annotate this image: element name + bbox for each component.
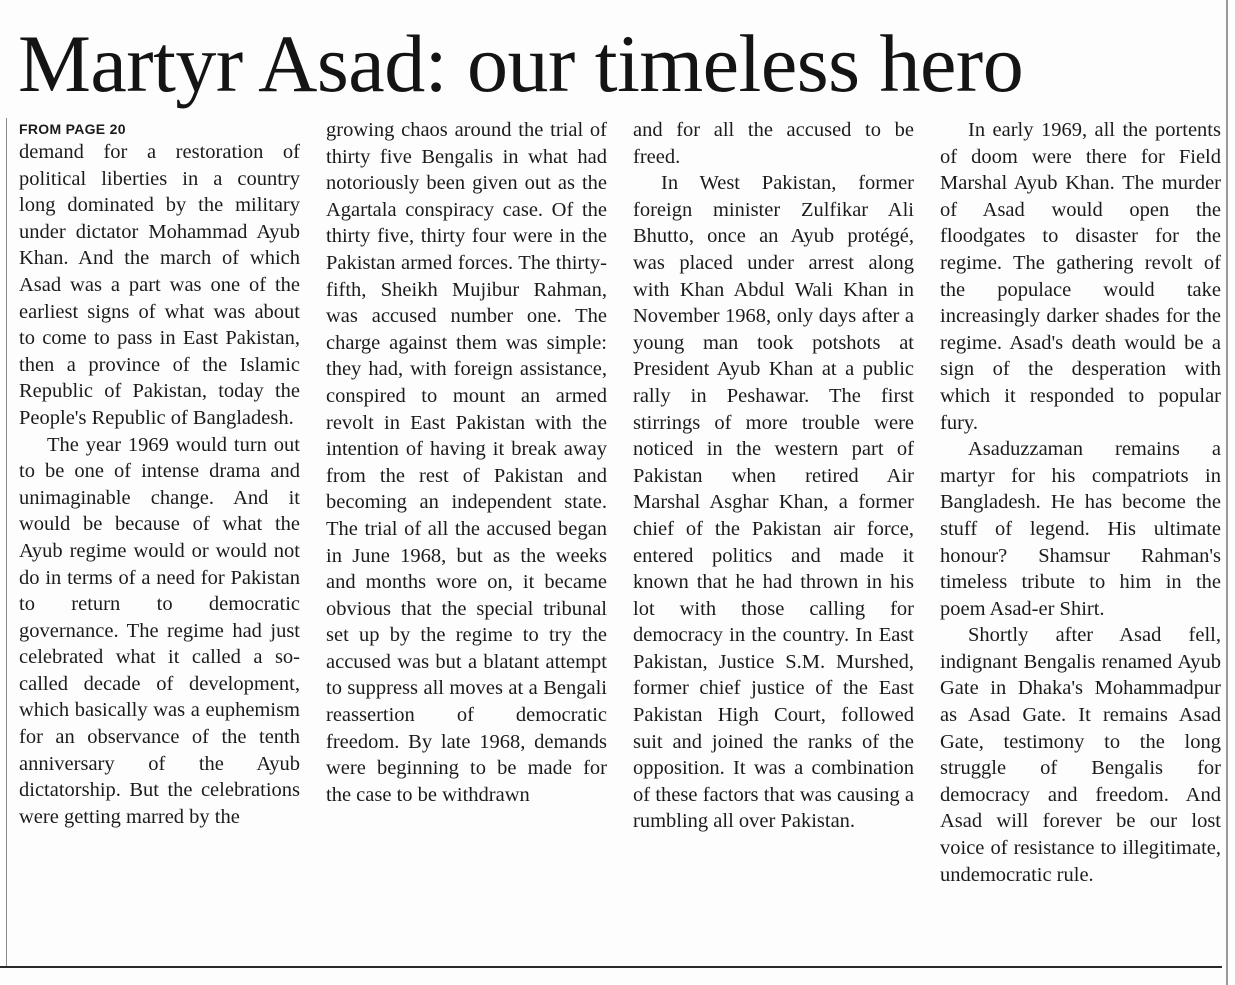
headline: Martyr Asad: our timeless hero [18, 18, 1024, 109]
article-column-1 [19, 117, 300, 967]
right-border-rule [1226, 0, 1228, 985]
article-column-2 [326, 117, 607, 967]
paragraph: and for all the accused to be freed. [633, 119, 914, 168]
article-column-4 [940, 117, 1221, 967]
paragraph: growing chaos around the trial of thirty five Bengalis in what had notoriously been given out as the Agartala conspiracy case. Of the thirty five, thirty four were in the Pakistan armed forces. The thirty-fifth, Sheikh Mujibur Rahman, was accused number one. The charge against them was simple: they had, with foreign assistance, conspired to mount an armed revolt in East Pakistan with the intention of having it break away from the rest of Pakistan and becoming an independent state. The trial of all the accused began in June 1968, but as the weeks and months wore on, it became obvious that the special tribunal set up by the regime to try the accused was but a blatant attempt to suppress all moves at a Bengali reassertion of democratic freedom. By late 1968, demands were beginning to be made for the case to be withdrawn [326, 119, 607, 806]
left-border-rule [6, 118, 7, 966]
paragraph: In West Pakistan, former foreign minister Zulfikar Ali Bhutto, once an Ayub protégé, was placed under arrest along with Khan Abdul Wali Khan in November 1968, only days after a young man took potshots at President Ayub Khan at a public rally in Peshawar. The first stirrings of more trouble were noticed in the western part of Pakistan when retired Air Marshal Asghar Khan, a former chief of the Pakistan air force, entered politics and made it known that he had thrown in his lot with those calling for democracy in the country. In East Pakistan, Justice S.M. Murshed, former chief justice of the East Pakistan High Court, followed suit and joined the ranks of the opposition. It was a combination of these factors that was causing a rumbling all over Pakistan. [633, 172, 914, 833]
bottom-border-rule [0, 966, 1222, 968]
paragraph: demand for a restoration of political liberties in a country long dominated by the military under dictator Mohammad Ayub Khan. And the march of which Asad was a part was one of the earliest signs of what was about to come to pass in East Pakistan, then a province of the Islamic Republic of Pakistan, today the People's Republic of Bangladesh. [19, 141, 300, 429]
paragraph: Shortly after Asad fell, indignant Bengalis renamed Ayub Gate in Dhaka's Mohammadpur as Asad Gate. It remains Asad Gate, testimony to the long struggle of Bengalis for democracy and freedom. And Asad will forever be our lost voice of resistance to illegitimate, undemocratic rule. [940, 624, 1221, 886]
continuation-kicker: FROM PAGE 20 [19, 121, 126, 137]
paragraph: The year 1969 would turn out to be one of intense drama and unimaginable change. And it would be because of what the Ayub regime would or would not do in terms of a need for Pakistan to return to democratic governance. The regime had just celebrated what it called a so-called decade of development, which basically was a euphemism for an observance of the tenth anniversary of the Ayub dictatorship. But the celebrations were getting marred by the [19, 433, 300, 828]
article-column-3 [633, 117, 914, 967]
paragraph: In early 1969, all the portents of doom were there for Field Marshal Ayub Khan. The murder of Asad would open the floodgates to disaster for the regime. The gathering revolt of the populace would take increasingly darker shades for the regime. Asad's death would be a sign of the desperation with which it responded to popular fury. [940, 119, 1221, 434]
paragraph: Asaduzzaman remains a martyr for his compatriots in Bangladesh. He has become the stuff of legend. His ultimate honour? Shamsur Rahman's timeless tribute to him in the poem Asad-er Shirt. [940, 438, 1221, 620]
